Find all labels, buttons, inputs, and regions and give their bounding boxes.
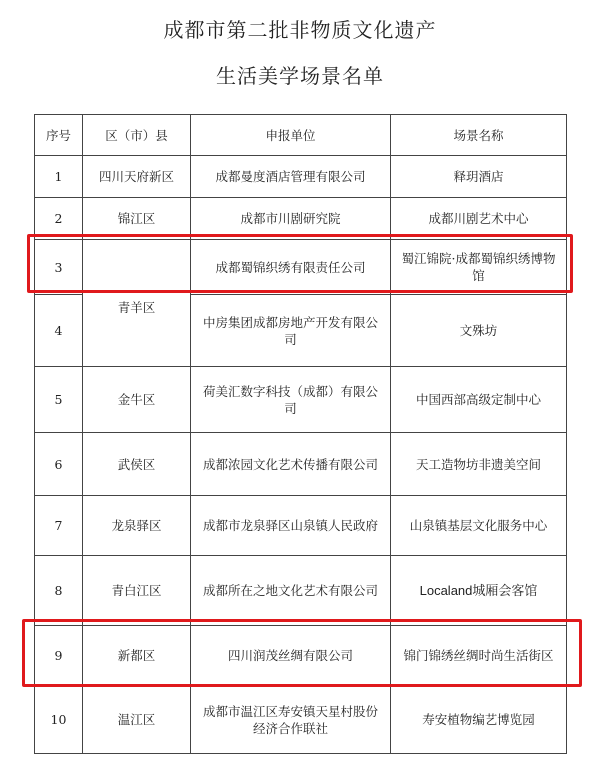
- cell-scene: 锦门锦绣丝绸时尚生活街区: [391, 626, 567, 686]
- document-subtitle: 生活美学场景名单: [216, 64, 384, 88]
- table-header-row: [35, 115, 567, 156]
- cell-unit: 成都市温江区寿安镇天星村股份经济合作联社: [191, 686, 391, 754]
- cell-unit: 成都曼度酒店管理有限公司: [191, 156, 391, 198]
- cell-scene: Localand城厢会客馆: [391, 556, 567, 626]
- cell-unit: 中房集团成都房地产开发有限公司: [191, 295, 391, 367]
- cell-scene: 成都川剧艺术中心: [391, 198, 567, 240]
- cell-no: 9: [35, 626, 83, 686]
- table-row: [35, 156, 567, 198]
- cell-no: 1: [35, 156, 83, 198]
- highlight-box-row-3: [27, 234, 573, 293]
- header-no: 序号: [35, 115, 83, 156]
- cell-scene: 山泉镇基层文化服务中心: [391, 496, 567, 556]
- cell-scene: 蜀江锦院·成都蜀锦织绣博物馆: [391, 240, 567, 295]
- cell-district: 新都区: [83, 626, 191, 686]
- cell-scene: 释玥酒店: [391, 156, 567, 198]
- table-row: [35, 367, 567, 433]
- cell-no: 10: [35, 686, 83, 754]
- cell-no: 3: [35, 240, 83, 295]
- cell-scene: 寿安植物编艺博览园: [391, 686, 567, 754]
- cell-unit: 成都市龙泉驿区山泉镇人民政府: [191, 496, 391, 556]
- cell-no: 8: [35, 556, 83, 626]
- cell-district: 金牛区: [83, 367, 191, 433]
- cell-no: 5: [35, 367, 83, 433]
- cell-no: 4: [35, 295, 83, 367]
- cell-unit: 成都浓园文化艺术传播有限公司: [191, 433, 391, 496]
- table-row: [35, 556, 567, 626]
- table-row: [35, 496, 567, 556]
- cell-district: 锦江区: [83, 198, 191, 240]
- table-row: [35, 686, 567, 754]
- cell-no: 6: [35, 433, 83, 496]
- cell-scene: 天工造物坊非遗美空间: [391, 433, 567, 496]
- cell-unit: 成都市川剧研究院: [191, 198, 391, 240]
- document-title: 成都市第二批非物质文化遗产: [163, 18, 437, 42]
- cell-unit: 成都蜀锦织绣有限责任公司: [191, 240, 391, 295]
- cell-unit: 成都所在之地文化艺术有限公司: [191, 556, 391, 626]
- cell-district: 龙泉驿区: [83, 496, 191, 556]
- cell-scene: 文殊坊: [391, 295, 567, 367]
- cell-unit: 荷美汇数字科技（成都）有限公司: [191, 367, 391, 433]
- cell-district: 武侯区: [83, 433, 191, 496]
- header-district: 区（市）县: [83, 115, 191, 156]
- cell-scene: 中国西部高级定制中心: [391, 367, 567, 433]
- cell-district: 温江区: [83, 686, 191, 754]
- table-row: [35, 433, 567, 496]
- header-scene: 场景名称: [391, 115, 567, 156]
- cell-no: 7: [35, 496, 83, 556]
- highlight-box-row-9: [22, 619, 582, 687]
- table-row: [35, 295, 567, 367]
- cell-district: 青羊区: [83, 295, 191, 367]
- header-unit: 申报单位: [191, 115, 391, 156]
- cell-no: 2: [35, 198, 83, 240]
- cell-unit: 四川润茂丝绸有限公司: [191, 626, 391, 686]
- cell-district: 青白江区: [83, 556, 191, 626]
- cell-district: 四川天府新区: [83, 156, 191, 198]
